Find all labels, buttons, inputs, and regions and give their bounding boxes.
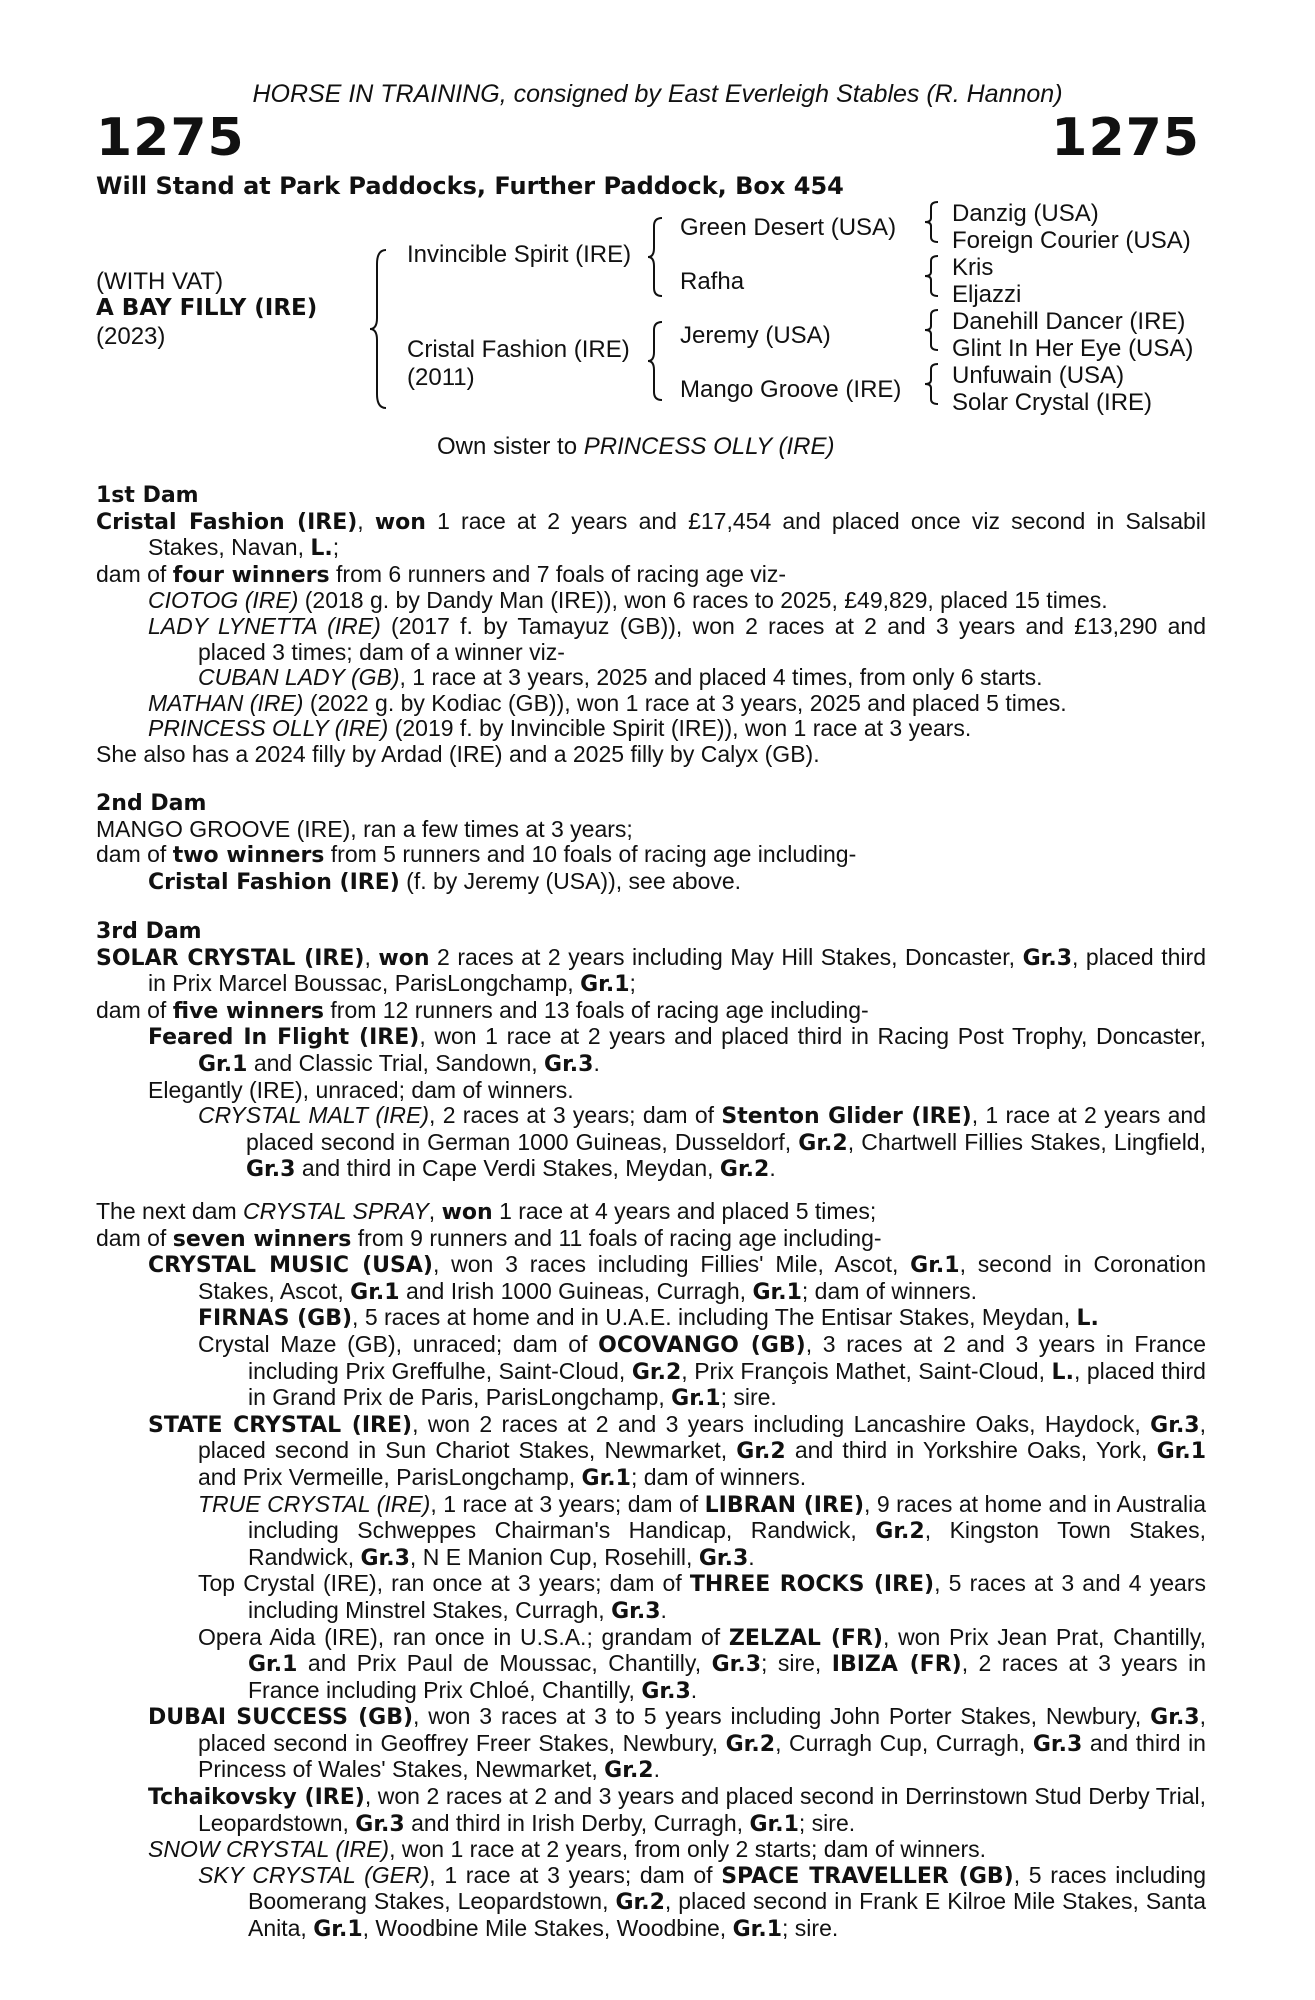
- consignment-header: HORSE IN TRAINING, consigned by East Everleigh Stables (R. Hannon): [252, 80, 1063, 108]
- gen3-brace-3: [923, 308, 943, 352]
- produce-entry: Elegantly (IRE), unraced; dam of winners.: [148, 1076, 574, 1103]
- gen3-brace-1: [923, 200, 943, 244]
- section-heading: 1st Dam: [96, 483, 199, 508]
- sire-brace: [646, 216, 668, 298]
- produce-entry: LADY LYNETTA (IRE) (2017 f. by Tamayuz (GB)), won 2 races at 2 and 3 years and £13,290 and placed 3 times; dam of a winner viz-: [148, 612, 1206, 665]
- produce-entry: MATHAN (IRE) (2022 g. by Kodiac (GB)), won 1 race at 3 years, 2025 and placed 5 times.: [148, 689, 1067, 716]
- own-sister-name: PRINCESS OLLY (IRE): [583, 433, 835, 460]
- produce-entry: SNOW CRYSTAL (IRE), won 1 race at 2 years, from only 2 starts; dam of winners.: [148, 1836, 987, 1863]
- second-dam-produce-summary: dam of two winners from 5 runners and 10 foals of racing age including-: [96, 841, 857, 869]
- next-dam-paragraph: The next dam CRYSTAL SPRAY, won 1 race at 4 years and placed 5 times;: [96, 1198, 877, 1225]
- grand-produce-entry: Top Crystal (IRE), ran once at 3 years; dam of THREE ROCKS (IRE), 5 races at 3 and 4 years including Minstrel Stakes, Curragh, Gr.3.: [198, 1570, 1206, 1624]
- third-dam-section: [96, 919, 1206, 1183]
- grand-produce-entry: Opera Aida (IRE), ran once in U.S.A.; grandam of ZELZAL (FR), won Prix Jean Prat, Chantilly, Gr.1 and Prix Paul de Moussac, Chantilly, Gr.3; sire, IBIZA (FR), 2 races at 3 years in France including Prix Chloé, Chantilly, Gr.3.: [198, 1623, 1207, 1704]
- gen3-ancestor: Foreign Courier (USA): [952, 227, 1191, 254]
- horse-brace: [368, 248, 392, 410]
- third-dam-produce-summary: dam of five winners from 12 runners and 13 foals of racing age including-: [96, 996, 869, 1024]
- next-dam-produce-summary: dam of seven winners from 9 runners and 11 foals of racing age including-: [96, 1224, 882, 1252]
- horse-year: (2023): [96, 323, 166, 350]
- gen3-ancestor: Unfuwain (USA): [952, 362, 1125, 389]
- grand-produce-entry: FIRNAS (GB), 5 races at home and in U.A.E. including The Entisar Stakes, Meydan, L.: [198, 1304, 1099, 1332]
- produce-entry: CIOTOG (IRE) (2018 g. by Dandy Man (IRE)), won 6 races to 2025, £49,829, placed 15 times.: [148, 587, 1108, 614]
- second-dam-paragraph: MANGO GROOVE (IRE), ran a few times at 3 years;: [96, 815, 633, 842]
- grand-produce-entry: TRUE CRYSTAL (IRE), 1 race at 3 years; dam of LIBRAN (IRE), 9 races at home and in Australia including Schweppes Chairman's Handicap, Randwick, Gr.2, Kingston Town Stakes, Randwick, Gr.3, N E Manion Cup, Rosehill, Gr.3.: [198, 1490, 1207, 1571]
- gen3-ancestor: Kris: [952, 254, 994, 281]
- dam-name: Cristal Fashion (IRE): [407, 336, 630, 363]
- stand-location: Will Stand at Park Paddocks, Further Paddock, Box 454: [96, 172, 844, 200]
- own-sister-note: Own sister to PRINCESS OLLY (IRE): [437, 433, 835, 460]
- produce-entry: Feared In Flight (IRE), won 1 race at 2 years and placed third in Racing Post Trophy, Doncaster, Gr.1 and Classic Trial, Sandown, Gr.3.: [148, 1023, 1206, 1077]
- produce-entry: STATE CRYSTAL (IRE), won 2 races at 2 and 3 years including Lancashire Oaks, Haydock, Gr.3, placed second in Sun Chariot Stakes, Newmarket, Gr.2 and third in Yorkshire Oaks, York, Gr.1 and Prix Vermeille, ParisLongchamp, Gr.1; dam of winners.: [148, 1410, 1206, 1491]
- grand-produce-entry: CUBAN LADY (GB), 1 race at 3 years, 2025 and placed 4 times, from only 6 starts.: [198, 664, 1043, 691]
- lot-number-left: 1275: [96, 108, 245, 168]
- lot-number-right: 1275: [1051, 108, 1200, 168]
- sire-sire-name: Green Desert (USA): [680, 214, 897, 241]
- dam-year: (2011): [407, 364, 475, 391]
- gen3-brace-4: [923, 362, 943, 406]
- gen3-brace-2: [923, 254, 943, 298]
- produce-entry: Tchaikovsky (IRE), won 2 races at 2 and 3 years and placed second in Derrinstown Stud Derby Trial, Leopardstown, Gr.3 and third in Irish Derby, Curragh, Gr.1; sire.: [148, 1783, 1206, 1837]
- vat-note: (WITH VAT): [96, 268, 224, 295]
- dam-dam-name: Mango Groove (IRE): [680, 376, 902, 403]
- dam-brace: [646, 320, 668, 402]
- second-dam-section: [96, 791, 1206, 895]
- horse-name: A BAY FILLY (IRE): [96, 295, 318, 321]
- grand-produce-entry: CRYSTAL MALT (IRE), 2 races at 3 years; dam of Stenton Glider (IRE), 1 race at 2 years and placed second in German 1000 Guineas, Dusseldorf, Gr.2, Chartwell Fillies Stakes, Lingfield, Gr.3 and third in Cape Verdi Stakes, Meydan, Gr.2.: [198, 1102, 1207, 1183]
- first-dam-section: [96, 483, 1206, 768]
- gen3-ancestor: Danzig (USA): [952, 200, 1099, 227]
- grand-produce-entry: SKY CRYSTAL (GER), 1 race at 3 years; dam of SPACE TRAVELLER (GB), 5 races including Boomerang Stakes, Leopardstown, Gr.2, placed second in Frank E Kilroe Mile Stakes, Santa Anita, Gr.1, Woodbine Mile Stakes, Woodbine, Gr.1; sire.: [198, 1861, 1207, 1943]
- next-dam-section: [96, 1199, 1206, 1943]
- gen3-ancestor: Danehill Dancer (IRE): [952, 308, 1186, 335]
- additional-foals-note: She also has a 2024 filly by Ardad (IRE) and a 2025 filly by Calyx (GB).: [96, 740, 820, 767]
- grand-produce-entry: Crystal Maze (GB), unraced; dam of OCOVANGO (GB), 3 races at 2 and 3 years in France including Prix Greffulhe, Saint-Cloud, Gr.2, Prix François Mathet, Saint-Cloud, L., placed third in Grand Prix de Paris, ParisLongchamp, Gr.1; sire.: [198, 1330, 1206, 1412]
- first-dam-produce-summary: dam of four winners from 6 runners and 7 foals of racing age viz-: [96, 560, 787, 588]
- section-heading: 2nd Dam: [96, 791, 207, 816]
- first-dam-paragraph: Cristal Fashion (IRE), won 1 race at 2 years and £17,454 and placed once viz second in Salsabil Stakes, Navan, L.;: [96, 507, 1207, 562]
- produce-entry: PRINCESS OLLY (IRE) (2019 f. by Invincible Spirit (IRE)), won 1 race at 3 years.: [148, 715, 972, 742]
- gen3-ancestor: Eljazzi: [952, 281, 1022, 308]
- sire-dam-name: Rafha: [680, 268, 745, 295]
- gen3-ancestor: Glint In Her Eye (USA): [952, 335, 1194, 362]
- dam-sire-name: Jeremy (USA): [680, 322, 831, 349]
- produce-entry: CRYSTAL MUSIC (USA), won 3 races including Fillies' Mile, Ascot, Gr.1, second in Coronation Stakes, Ascot, Gr.1 and Irish 1000 Guineas, Curragh, Gr.1; dam of winners.: [148, 1251, 1206, 1305]
- sire-name: Invincible Spirit (IRE): [407, 241, 632, 268]
- third-dam-paragraph: SOLAR CRYSTAL (IRE), won 2 races at 2 years including May Hill Stakes, Doncaster, Gr.3, placed third in Prix Marcel Boussac, ParisLongchamp, Gr.1;: [96, 943, 1206, 998]
- section-heading: 3rd Dam: [96, 919, 202, 944]
- produce-entry: DUBAI SUCCESS (GB), won 3 races at 3 to 5 years including John Porter Stakes, Newbury, Gr.3, placed second in Geoffrey Freer Stakes, Newbury, Gr.2, Curragh Cup, Curragh, Gr.3 and third in Princess of Wales' Stakes, Newmarket, Gr.2.: [148, 1703, 1206, 1784]
- produce-entry: Cristal Fashion (IRE) (f. by Jeremy (USA)), see above.: [148, 867, 742, 895]
- gen3-ancestor: Solar Crystal (IRE): [952, 389, 1153, 416]
